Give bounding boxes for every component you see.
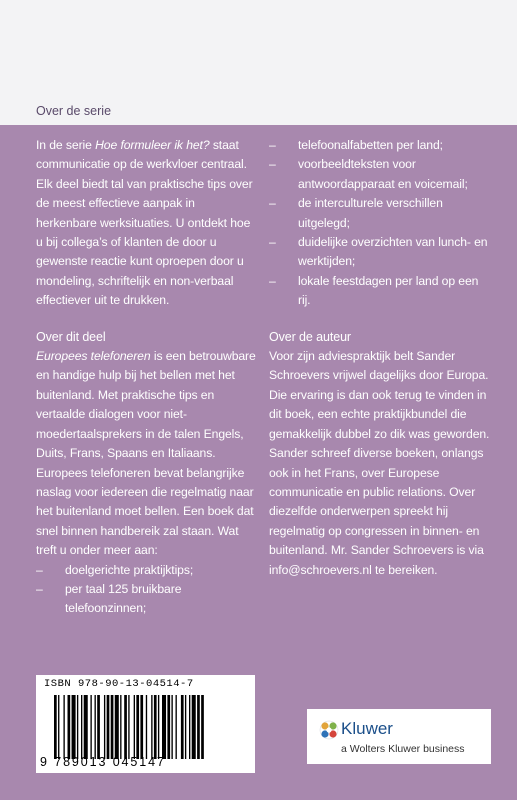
barcode-bar [63, 695, 64, 759]
barcode-bar [68, 695, 71, 759]
barcode-bar [162, 695, 166, 759]
list-item-text: telefoonalfabetten per land; [298, 138, 443, 152]
right-column [269, 136, 491, 580]
spacer [269, 311, 491, 328]
dash-bullet: – [36, 562, 43, 577]
barcode-bar [181, 695, 184, 759]
list-item-text: voorbeeldteksten voor antwoordapparaat en voicemail; [298, 157, 468, 191]
deel-paragraph [36, 347, 258, 560]
serie-title-italic: Hoe formuleer ik het? [95, 138, 210, 152]
barcode-bar [58, 695, 59, 759]
left-column [36, 136, 258, 619]
dash-bullet: – [269, 235, 276, 250]
barcode-bar [128, 695, 129, 759]
barcode-bar [124, 695, 127, 759]
dash-bullet: – [269, 273, 276, 288]
barcode-box [36, 675, 255, 773]
dash-bullet: – [269, 138, 276, 152]
dash-bullet: – [269, 196, 276, 211]
list-item [36, 561, 258, 580]
barcode-bar [107, 695, 110, 759]
deel-heading: Over dit deel [36, 329, 106, 344]
barcode-bar [158, 695, 159, 759]
barcode-bar [134, 695, 135, 759]
barcode-bar [81, 695, 82, 759]
deel-text: is een betrouwbare en handige hulp bij het bellen met het buitenland. Met praktische tips en vertaalde dialogen voor niet-moedertaalsprekers in de talen Engels, Duits, Frans, Spaans en Italiaans. Europees telefoneren bevat belangrijke naslag voor iedereen die regelmatig naar het buitenland moet bellen. Een boek dat snel binnen handbereik zal staan. Wat treft u onder meer aan: [36, 349, 256, 558]
right-list [269, 136, 491, 311]
list-item [269, 272, 491, 311]
list-item [269, 233, 491, 272]
barcode-bar [151, 695, 152, 759]
serie-text-pre: In de serie [36, 138, 96, 152]
barcode-bar [111, 695, 114, 759]
list-item [269, 136, 491, 155]
dash-bullet: – [36, 581, 43, 596]
publisher-tagline: a Wolters Kluwer business [341, 743, 465, 755]
barcode-icon [54, 695, 250, 759]
barcode-bar [136, 695, 139, 759]
barcode-bar [54, 695, 57, 759]
list-item [36, 580, 258, 619]
barcode-bar [176, 695, 177, 759]
kluwer-logo-icon [319, 720, 339, 740]
publisher-box [307, 709, 491, 764]
barcode-bar [201, 695, 204, 759]
barcode-bar [115, 695, 119, 759]
auteur-paragraph: Voor zijn adviespraktijk belt Sander Schroevers vrijwel dagelijks door Europa. Die ervaring is dan ook terug te vinden in dit boek, een echte praktijkbundel die gemakkelijk dubbel zo dik was geworden. Sander schreef diverse boeken, onlangs ook in het Frans, over Europese communicatie en public relations. Over diezelfde onderwerpen spreekt hij regelmatig op congressen in binnen- en buitenland. Mr. Sander Schroevers is via info@schroevers.nl te bereiken. [269, 349, 490, 577]
barcode-bar [167, 695, 170, 759]
deel-list [36, 561, 258, 619]
barcode-bar [84, 695, 88, 759]
barcode-bar [146, 695, 147, 759]
spacer [36, 311, 258, 328]
list-item-text: de interculturele verschillen uitgelegd; [298, 196, 443, 230]
isbn-text: ISBN 978-90-13-04514-7 [44, 678, 194, 690]
barcode-bar [97, 695, 100, 759]
serie-paragraph [36, 136, 258, 311]
publisher-name [341, 719, 393, 739]
barcode-bar [90, 695, 91, 759]
barcode-bar [120, 695, 121, 759]
auteur-heading: Over de auteur [269, 329, 351, 344]
deel-title-italic: Europees telefoneren [36, 349, 151, 364]
barcode-bar [189, 695, 190, 759]
list-item-text: doelgerichte praktijktips; [65, 562, 194, 577]
barcode-bar [192, 695, 196, 759]
barcode-bar [104, 695, 105, 759]
publisher-name-text: Kluwer [341, 719, 393, 738]
barcode-bar [197, 695, 200, 759]
barcode-bar [171, 695, 172, 759]
barcode-bar [77, 695, 78, 759]
barcode-bar [95, 695, 96, 759]
barcode-bar [140, 695, 143, 759]
dash-bullet: – [269, 157, 276, 172]
list-item-text: lokale feestdagen per land op een rij. [298, 273, 479, 308]
barcode-bar [72, 695, 76, 759]
serie-heading: Over de serie [36, 104, 112, 118]
list-item [269, 155, 491, 194]
barcode-bar [154, 695, 157, 759]
barcode-bar [185, 695, 186, 759]
barcode-digits: 9 789013 045147 [40, 755, 166, 769]
list-item-text: per taal 125 bruikbare telefoonzinnen; [65, 581, 182, 616]
list-item-text: duidelijke overzichten van lunch- en werktijden; [298, 235, 488, 269]
serie-text-post: staat communicatie op de werkvloer centraal. Elk deel biedt tal van praktische tips over de meest effectieve aanpak in herkenbare werksituaties. U ontdekt hoe u bij collega’s of klanten de door u gewenste reactie kunt oproepen door u mondeling, schriftelijk en non-verbaal effectiever uit te drukken. [36, 138, 253, 308]
list-item [269, 194, 491, 233]
